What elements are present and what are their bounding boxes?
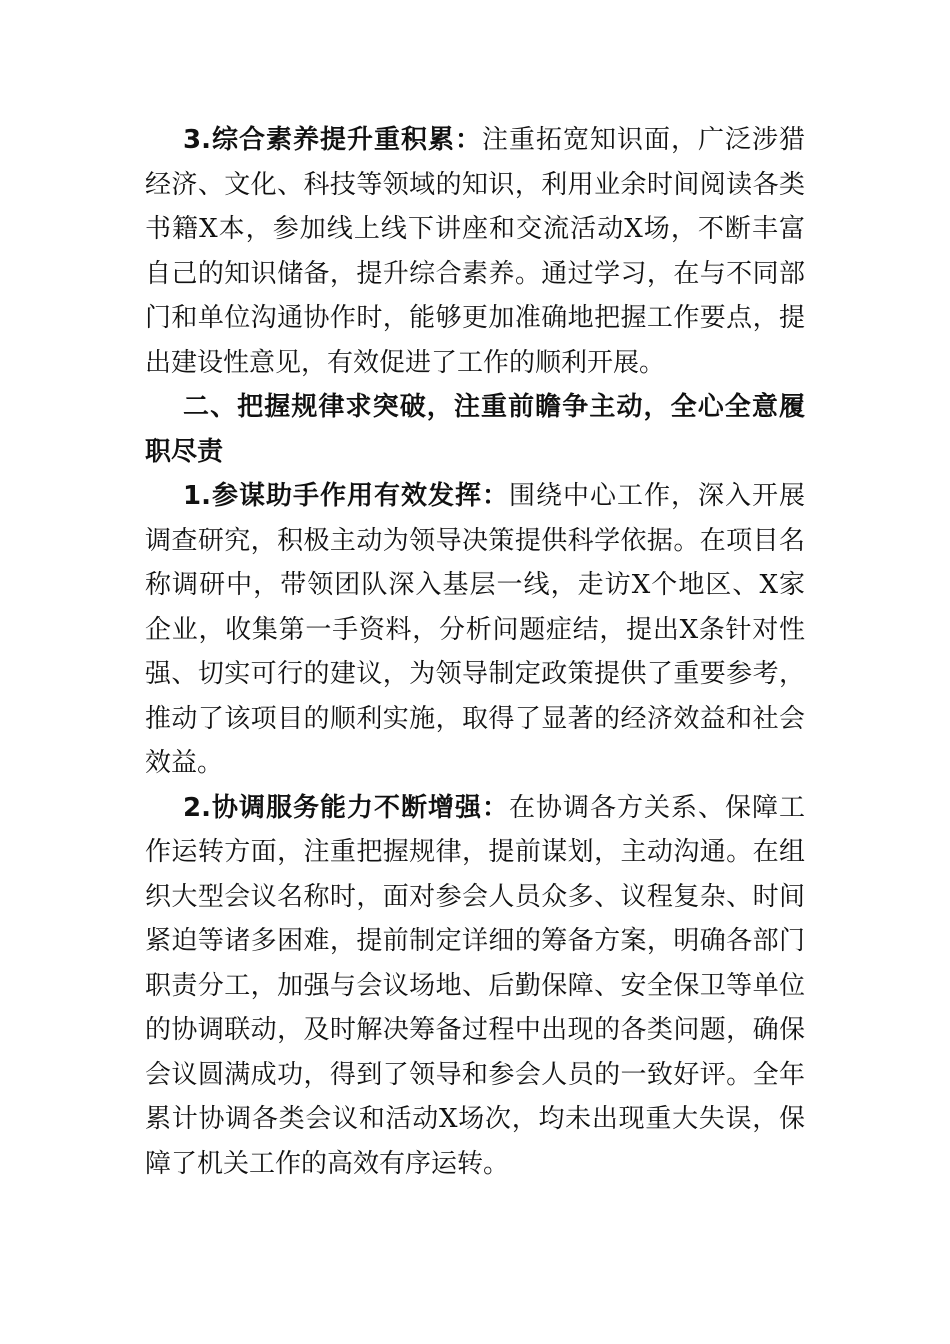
- text-line: [145, 608, 805, 653]
- text-line: [145, 519, 805, 564]
- text-line: [145, 964, 805, 1009]
- text-line: [145, 741, 805, 786]
- line-text: 在协调各方关系、保障工: [508, 792, 805, 823]
- line-text: 累计协调各类会议和活动X场次，均未出现重大失误，保: [145, 1104, 805, 1134]
- text-line: [145, 341, 805, 386]
- paragraph-lead: 3.综合素养提升重积累：: [183, 125, 482, 155]
- line-text: 二、把握规律求突破，注重前瞻争主动，全心全意履: [183, 392, 805, 422]
- text-line: [145, 118, 805, 163]
- line-text: 效益。: [145, 748, 224, 778]
- line-text: 围绕中心工作，深入开展: [508, 481, 805, 511]
- text-line: [145, 1142, 805, 1187]
- line-text: 的协调联动，及时解决筹备过程中出现的各类问题，确保: [145, 1015, 805, 1045]
- paragraph: [145, 786, 805, 1187]
- line-text: 紧迫等诸多困难，提前制定详细的筹备方案，明确各部门: [145, 926, 805, 956]
- text-line: [145, 207, 805, 252]
- paragraph: [145, 118, 805, 385]
- paragraph-lead: 2.协调服务能力不断增强：: [183, 792, 509, 823]
- line-text: 出建设性意见，有效促进了工作的顺利开展。: [145, 347, 666, 378]
- text-line: [145, 1053, 805, 1098]
- text-line: [145, 875, 805, 920]
- line-text: 调查研究，积极主动为领导决策提供科学依据。在项目名: [145, 525, 805, 556]
- line-text: 织大型会议名称时，面对参会人员众多、议程复杂、时间: [145, 881, 805, 912]
- line-text: 注重拓宽知识面，广泛涉猎: [481, 125, 805, 155]
- line-text: 职责分工，加强与会议场地、后勤保障、安全保卫等单位: [145, 970, 805, 1001]
- text-line: [145, 563, 805, 608]
- text-line: [145, 163, 805, 208]
- line-text: 职尽责: [145, 436, 224, 467]
- line-text: 书籍X本，参加线上线下讲座和交流活动X场，不断丰富: [145, 214, 805, 244]
- line-text: 称调研中，带领团队深入基层一线，走访X个地区、X家: [145, 570, 805, 600]
- line-text: 自己的知识储备，提升综合素养。通过学习，在与不同部: [145, 258, 805, 289]
- line-text: 推动了该项目的顺利实施，取得了显著的经济效益和社会: [145, 703, 805, 734]
- document-body: [145, 118, 805, 1186]
- text-line: [145, 430, 805, 475]
- line-text: 经济、文化、科技等领域的知识，利用业余时间阅读各类: [145, 169, 805, 200]
- line-text: 作运转方面，注重把握规律，提前谋划，主动沟通。在组: [145, 837, 805, 867]
- paragraph: [145, 474, 805, 786]
- paragraph-lead: 1.参谋助手作用有效发挥：: [183, 481, 509, 511]
- text-line: [145, 1008, 805, 1053]
- text-line: [145, 1097, 805, 1142]
- section-heading: [145, 385, 805, 474]
- line-text: 强、切实可行的建议，为领导制定政策提供了重要参考，: [145, 659, 805, 689]
- text-line: [145, 252, 805, 297]
- text-line: [145, 919, 805, 964]
- text-line: [145, 652, 805, 697]
- text-line: [145, 786, 805, 831]
- text-line: [145, 474, 805, 519]
- text-line: [145, 697, 805, 742]
- text-line: [145, 385, 805, 430]
- line-text: 门和单位沟通协作时，能够更加准确地把握工作要点，提: [145, 303, 805, 333]
- line-text: 会议圆满成功，得到了领导和参会人员的一致好评。全年: [145, 1059, 805, 1090]
- text-line: [145, 296, 805, 341]
- line-text: 障了机关工作的高效有序运转。: [145, 1148, 510, 1179]
- text-line: [145, 830, 805, 875]
- line-text: 企业，收集第一手资料，分析问题症结，提出X条针对性: [145, 614, 805, 645]
